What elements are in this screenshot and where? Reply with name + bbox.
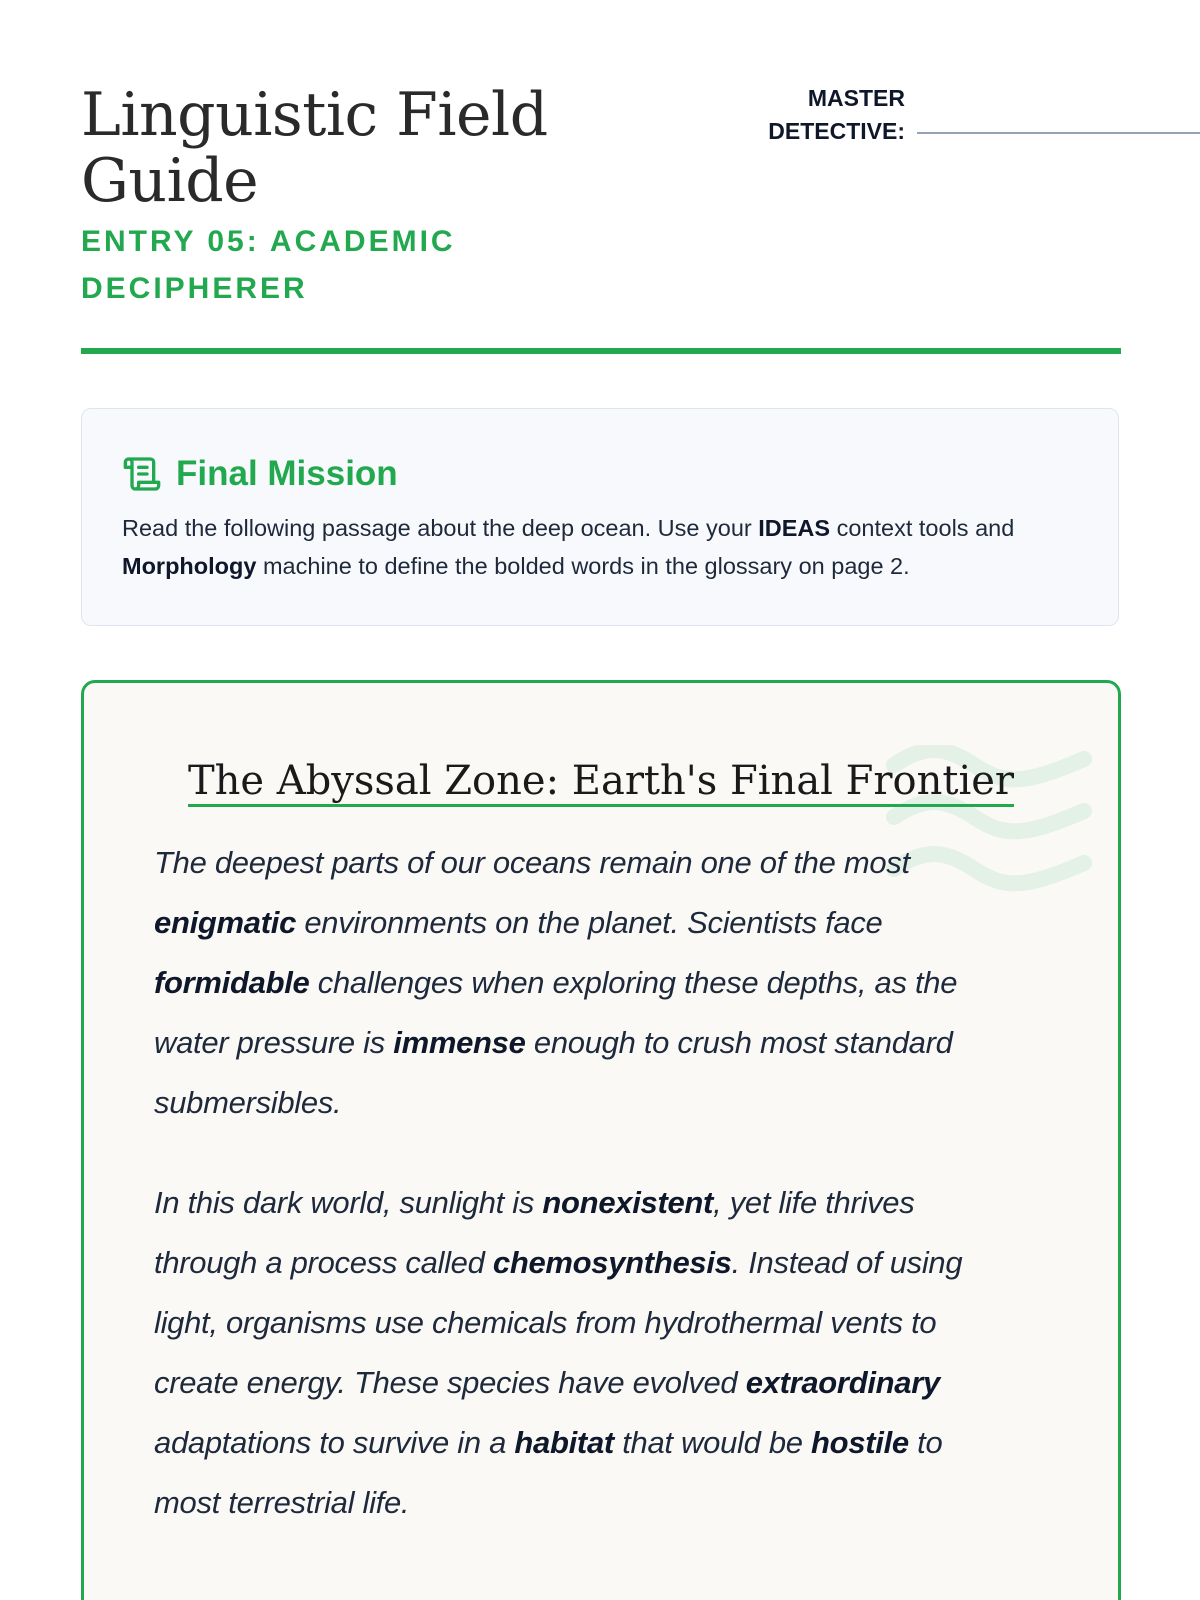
vocab-word: chemosynthesis (492, 1245, 732, 1280)
reading-passage-card (81, 680, 1121, 1600)
passage-title: The Abyssal Zone: Earth's Final Frontier (84, 753, 1118, 809)
page-title: Linguistic Field Guide (81, 80, 548, 216)
vocab-word: hostile (811, 1425, 909, 1460)
vocab-word: nonexistent (542, 1185, 714, 1220)
page-header (81, 82, 1121, 352)
mission-title: Final Mission (176, 454, 398, 493)
mission-heading (122, 451, 398, 497)
passage-paragraph-2: In this dark world, sunlight is nonexistent, yet life thrives through a process called chemosynthesis. Instead of using light, organisms use chemicals from hydrothermal vents to create energy. These species have evolved extraordinary adaptations to survive in a habitat that would be hostile to most terrestrial life. (154, 1185, 963, 1520)
scroll-icon (122, 454, 162, 494)
master-detective-label: MASTER DETECTIVE: (768, 85, 905, 144)
entry-subtitle: ENTRY 05: ACADEMIC DECIPHERER (81, 225, 456, 305)
master-detective-field (677, 82, 1121, 152)
ideas-keyword: IDEAS (758, 515, 831, 541)
header-divider (81, 348, 1121, 354)
passage-paragraph-1: The deepest parts of our oceans remain one of the most enigmatic environments on the planet. Scientists face formidable challenges when exploring these depths, as the water pressure is immense enough to crush most standard submersibles. (154, 845, 958, 1120)
vocab-word: extraordinary (745, 1365, 940, 1400)
vocab-word: formidable (154, 965, 310, 1000)
vocab-word: habitat (514, 1425, 614, 1460)
morphology-keyword: Morphology (122, 553, 257, 579)
master-detective-signature-line[interactable] (917, 132, 1200, 134)
vocab-word: immense (393, 1025, 526, 1060)
vocab-word: enigmatic (154, 905, 297, 940)
mission-instructions: Read the following passage about the deep ocean. Use your IDEAS context tools and Morphology machine to define the bolded words in the glossary on page 2. (122, 515, 1015, 579)
final-mission-box (81, 408, 1119, 626)
